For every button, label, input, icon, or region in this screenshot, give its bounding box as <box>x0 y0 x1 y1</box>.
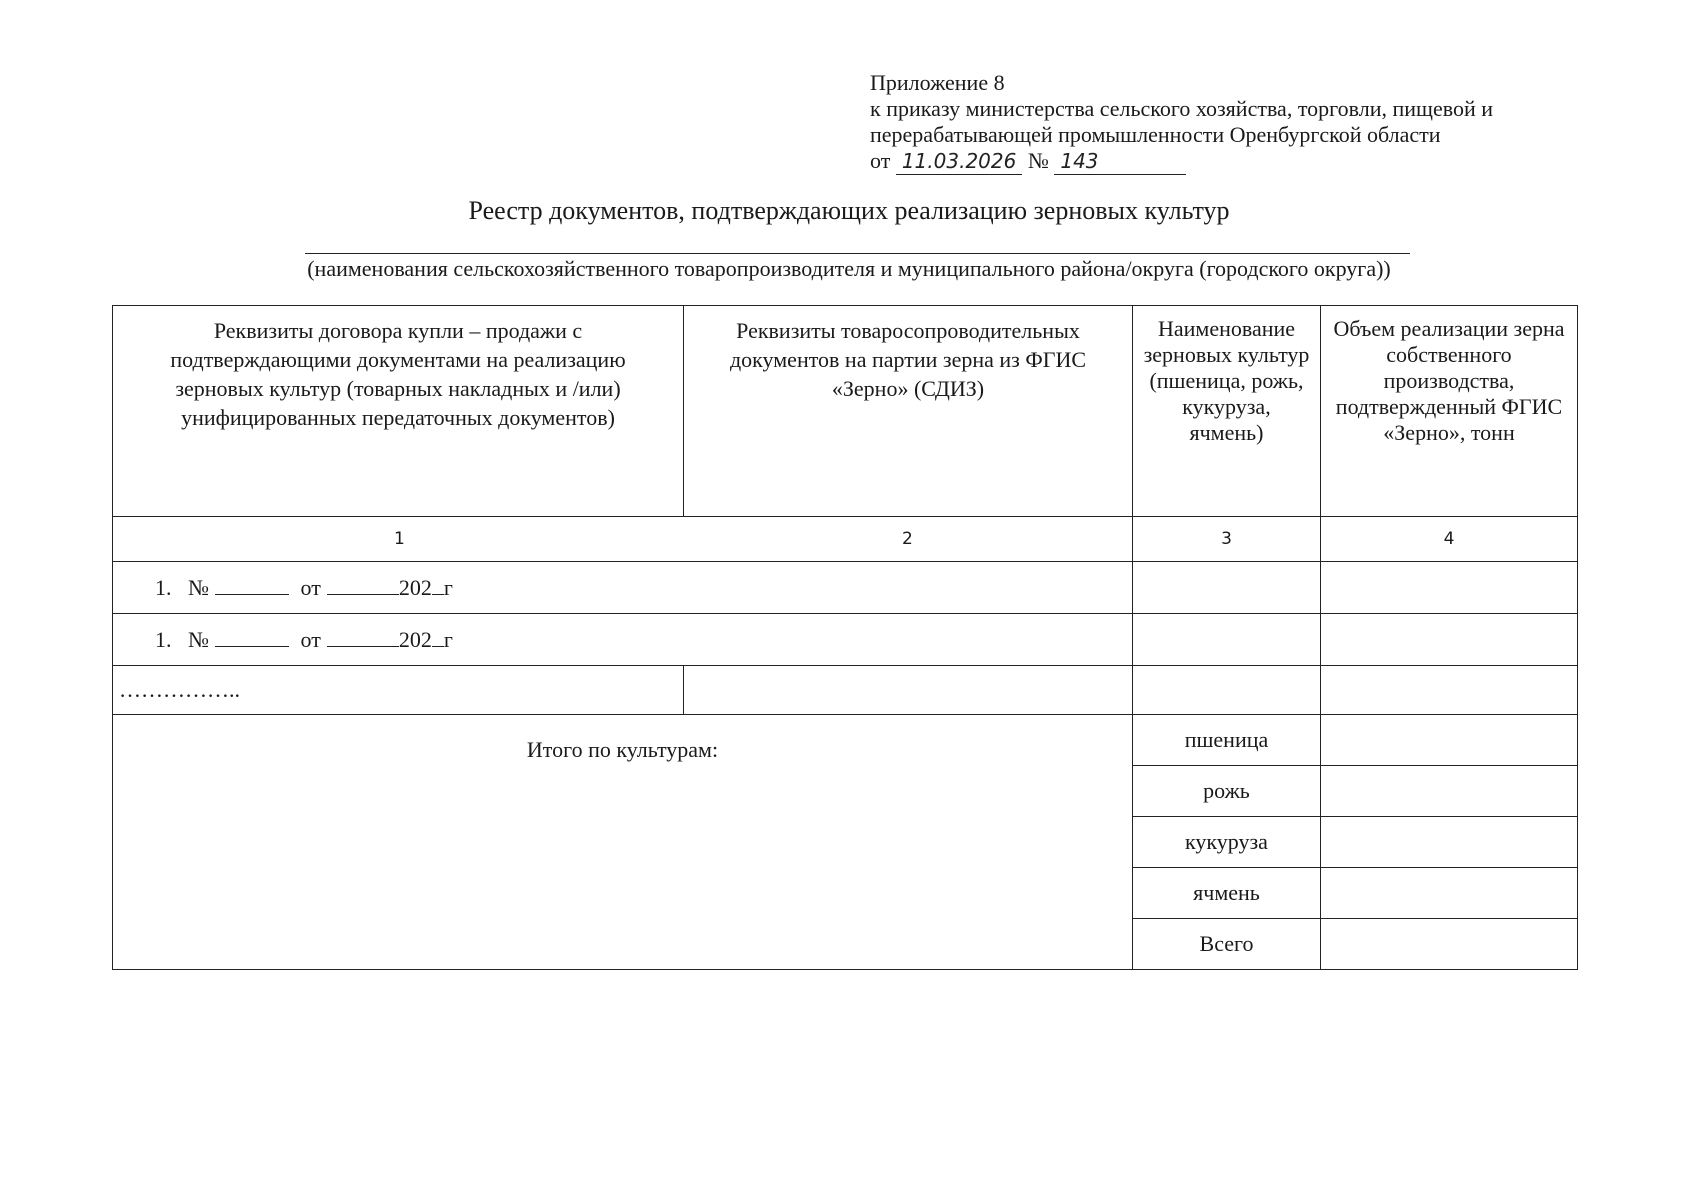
number-prefix: № <box>1027 148 1049 173</box>
table-row <box>113 562 1578 614</box>
contract-number-blank <box>215 576 289 595</box>
volume-cell <box>1321 766 1578 817</box>
crop-barley: ячмень <box>1133 868 1321 919</box>
contract-year: 202 <box>398 626 432 652</box>
total-by-crops-label: Итого по культурам: <box>113 715 1133 970</box>
column-number-1: 1 <box>394 529 405 549</box>
contract-year: 202 <box>398 574 432 600</box>
document-title: Реестр документов, подтверждающих реализацию зерновых культур <box>468 196 1230 225</box>
row-index: 1. <box>155 626 172 652</box>
crop-total: Всего <box>1133 919 1321 970</box>
contract-year-blank <box>432 628 444 647</box>
date-prefix: от <box>870 148 891 173</box>
volume-cell <box>1321 919 1578 970</box>
volume-cell <box>1321 868 1578 919</box>
total-row-wheat <box>113 715 1578 766</box>
contract-cell <box>113 614 1133 666</box>
row-index: 1. <box>155 574 172 600</box>
volume-cell <box>1321 817 1578 868</box>
column-number-4: 4 <box>1321 517 1578 562</box>
crop-cell <box>1133 562 1321 614</box>
column-numbers-row <box>113 517 1578 562</box>
order-date-number <box>870 148 1670 175</box>
contract-year-suffix: г <box>443 626 453 652</box>
contract-date-blank <box>327 576 399 595</box>
order-reference-line-2: перерабатывающей промышленности Оренбургской области <box>870 122 1441 147</box>
contract-date-blank <box>327 628 399 647</box>
sdiz-cell <box>684 666 1133 715</box>
volume-cell <box>1321 562 1578 614</box>
volume-cell <box>1321 715 1578 766</box>
column-number-2: 2 <box>902 529 913 549</box>
header-contract-details: Реквизиты договора купли – продажи с подтверждающими документами на реализацию зерновых культур (товарных накладных и /или) унифицированных передаточных документов) <box>113 306 684 517</box>
order-date: 11.03.2026 <box>896 148 1023 175</box>
column-number-cell-1-2 <box>113 517 1133 562</box>
contract-number-label: № <box>188 626 209 652</box>
appendix-label: Приложение 8 <box>870 70 1005 95</box>
producer-name-line <box>305 253 1410 254</box>
order-number: 143 <box>1054 148 1186 175</box>
volume-cell <box>1321 614 1578 666</box>
contract-year-blank <box>432 576 444 595</box>
contract-cell <box>113 562 1133 614</box>
contract-date-label: от <box>300 626 321 652</box>
crop-rye: рожь <box>1133 766 1321 817</box>
document-header <box>870 70 1670 175</box>
table-header-row <box>113 306 1578 517</box>
contract-date-label: от <box>300 574 321 600</box>
table-row <box>113 614 1578 666</box>
contract-year-suffix: г <box>443 574 453 600</box>
header-crop-name: Наименование зерновых культур (пшеница, рожь, кукуруза, ячмень) <box>1133 306 1321 517</box>
header-volume: Объем реализации зерна собственного производства, подтвержденный ФГИС «Зерно», тонн <box>1321 306 1578 517</box>
crop-corn: кукуруза <box>1133 817 1321 868</box>
document-subtitle: (наименования сельскохозяйственного товаропроизводителя и муниципального района/округа (городского округа)) <box>307 256 1391 281</box>
contract-number-label: № <box>188 574 209 600</box>
crop-cell <box>1133 666 1321 715</box>
column-number-3: 3 <box>1133 517 1321 562</box>
table-row-continuation <box>113 666 1578 715</box>
continuation-dots: …………….. <box>113 666 684 715</box>
header-sdiz-details: Реквизиты товаросопроводительных документов на партии зерна из ФГИС «Зерно» (СДИЗ) <box>684 306 1133 517</box>
registry-table <box>112 305 1578 970</box>
volume-cell <box>1321 666 1578 715</box>
contract-number-blank <box>215 628 289 647</box>
crop-cell <box>1133 614 1321 666</box>
order-reference-line-1: к приказу министерства сельского хозяйства, торговли, пищевой и <box>870 96 1494 121</box>
crop-wheat: пшеница <box>1133 715 1321 766</box>
